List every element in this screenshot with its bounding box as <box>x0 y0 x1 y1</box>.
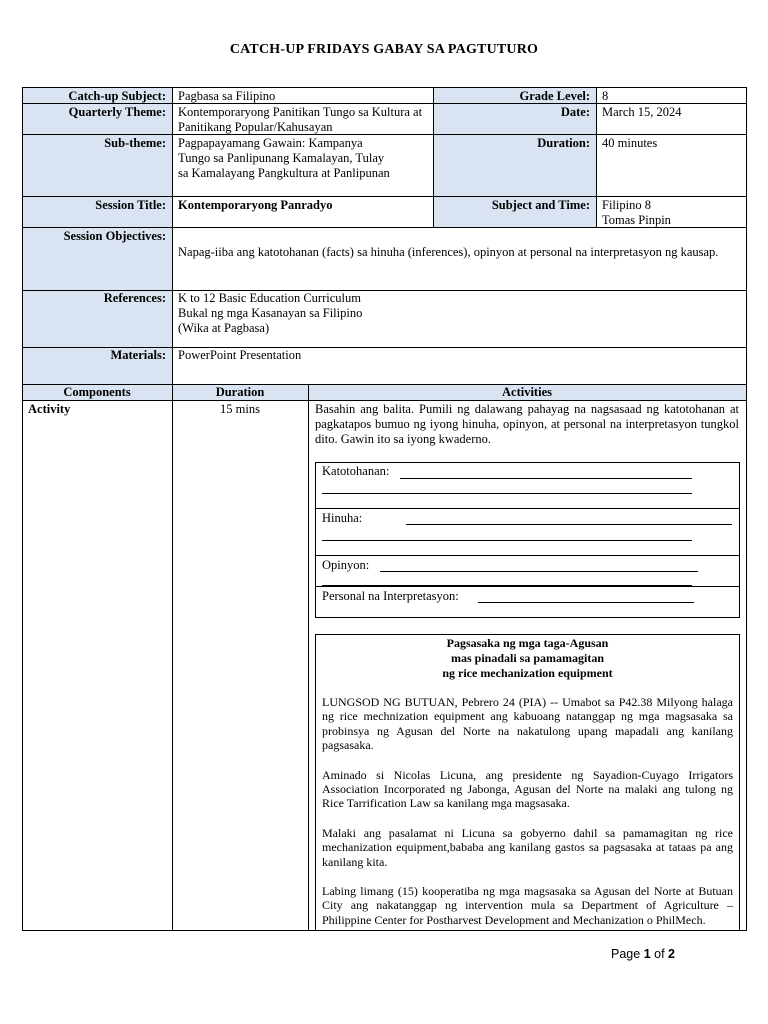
quarterly-theme-label: Quarterly Theme: <box>22 104 172 135</box>
opinyon-label: Opinyon: <box>322 558 370 572</box>
page-of: of <box>654 947 665 961</box>
article-paragraph-2: Aminado si Nicolas Licuna, ang presidente ng Sayadion-Cuyago Irrigators Association Incorporated ng Jabonga, Agusan del Norte na malaki ang tulong ng Rice Tarrification Law sa kanilang mga magsasaka. <box>322 767 733 811</box>
page-word: Page <box>611 947 641 961</box>
references-line2: Bukal ng mga Kasanayan sa Filipino <box>178 306 363 320</box>
article-paragraph-4: Labing limang (15) kooperatiba ng mga magsasaka sa Agusan del Norte at Butuan City ang nakatanggap ng intervention mula sa Department of Agriculture – Philippine Center for Postharvest Development and Mechanization o PhilMech. <box>322 884 733 927</box>
hinuha-line-2 <box>322 540 692 541</box>
references-label: References: <box>22 290 172 347</box>
references-line3: (Wika at Pagbasa) <box>178 321 270 335</box>
duration-value: 40 minutes <box>602 136 658 150</box>
components-header: Components <box>22 385 172 400</box>
activity-duration: 15 mins <box>220 402 260 416</box>
page-current: 1 <box>643 947 651 961</box>
activity-component: Activity <box>28 402 71 416</box>
date-value: March 15, 2024 <box>602 105 682 119</box>
grade-level-label: Grade Level: <box>433 88 596 104</box>
katotohanan-line-2 <box>322 493 692 494</box>
article-paragraph-1: LUNGSOD NG BUTUAN, Pebrero 24 (PIA) -- Umabot sa P42.38 Milyong halaga ng rice mechnization equipment ang kabuoang natanggap ng mga magsasaka sa probinsya ng Agusan del Norte na nakatulong upang mapadali ang kanilang pagsasaka. <box>322 695 733 753</box>
katotohanan-line <box>400 478 692 479</box>
subtheme-label: Sub-theme: <box>22 135 172 197</box>
duration-label: Duration: <box>433 135 596 197</box>
materials-label: Materials: <box>22 347 172 384</box>
catchup-subject-label: Catch-up Subject: <box>22 88 172 104</box>
personal-label: Personal na Interpretasyon: <box>322 589 459 603</box>
news-article <box>322 636 733 927</box>
subject-time-line2: Tomas Pinpin <box>602 213 671 227</box>
quarterly-theme-value: Kontemporaryong Panitikan Tungo sa Kultura at Panitikang Popular/Kahusayan <box>178 105 423 134</box>
page-number <box>611 947 675 961</box>
subject-time-label: Subject and Time: <box>433 197 596 228</box>
katotohanan-label: Katotohanan: <box>322 464 390 478</box>
objectives-value: Napag-iiba ang katotohanan (facts) sa hinuha (inferences), opinyon at personal na interpretasyon ng kausap. <box>178 245 719 259</box>
opinyon-line <box>380 571 698 572</box>
activity-instructions: Basahin ang balita. Pumili ng dalawang pahayag na nagsasaad ng katotohanan at pagkatapos bumuo ng iyong hinuha, opinyon, at personal na interpretasyon tungkol dito. Gawin ito sa iyong kwaderno. <box>315 402 739 446</box>
session-title-value: Kontemporaryong Panradyo <box>178 198 333 212</box>
duration-header: Duration <box>172 385 308 400</box>
session-title-label: Session Title: <box>22 197 172 228</box>
article-title-line1: Pagsasaka ng mga taga-Agusan <box>446 636 609 650</box>
hinuha-label: Hinuha: <box>322 511 363 525</box>
page-total: 2 <box>668 947 675 961</box>
materials-value: PowerPoint Presentation <box>178 348 302 362</box>
references-value <box>172 290 746 347</box>
objectives-label: Session Objectives: <box>22 228 172 290</box>
catchup-subject-value: Pagbasa sa Filipino <box>178 89 276 103</box>
opinyon-line-2 <box>322 585 692 586</box>
article-title-line2: mas pinadali sa pamamagitan <box>450 651 605 665</box>
article-paragraph-3: Malaki ang pasalamat ni Licuna sa gobyerno dahil sa pamamagitan ng rice mechanization equipment,bababa ang kanilang gastos sa pagsasaka at tataas pa ang kanilang kita. <box>322 825 733 869</box>
hinuha-line <box>406 524 732 525</box>
personal-line <box>478 602 694 603</box>
personal-line-2 <box>322 617 692 618</box>
document-title: CATCH-UP FRIDAYS GABAY SA PAGTUTURO <box>229 42 539 57</box>
grade-level-value: 8 <box>602 89 609 103</box>
subject-time-value <box>596 197 746 228</box>
date-label: Date: <box>433 104 596 135</box>
references-line1: K to 12 Basic Education Curriculum <box>178 291 361 305</box>
activities-header: Activities <box>308 385 746 400</box>
subtheme-value: Pagpapayamang Gawain: Kampanya Tungo sa Panlipunang Kamalayan, Tulay sa Kamalayang Pangkultura at Panlipunan <box>178 136 390 180</box>
article-title-line3: ng rice mechanization equipment <box>442 666 613 680</box>
subject-time-line1: Filipino 8 <box>602 198 651 212</box>
